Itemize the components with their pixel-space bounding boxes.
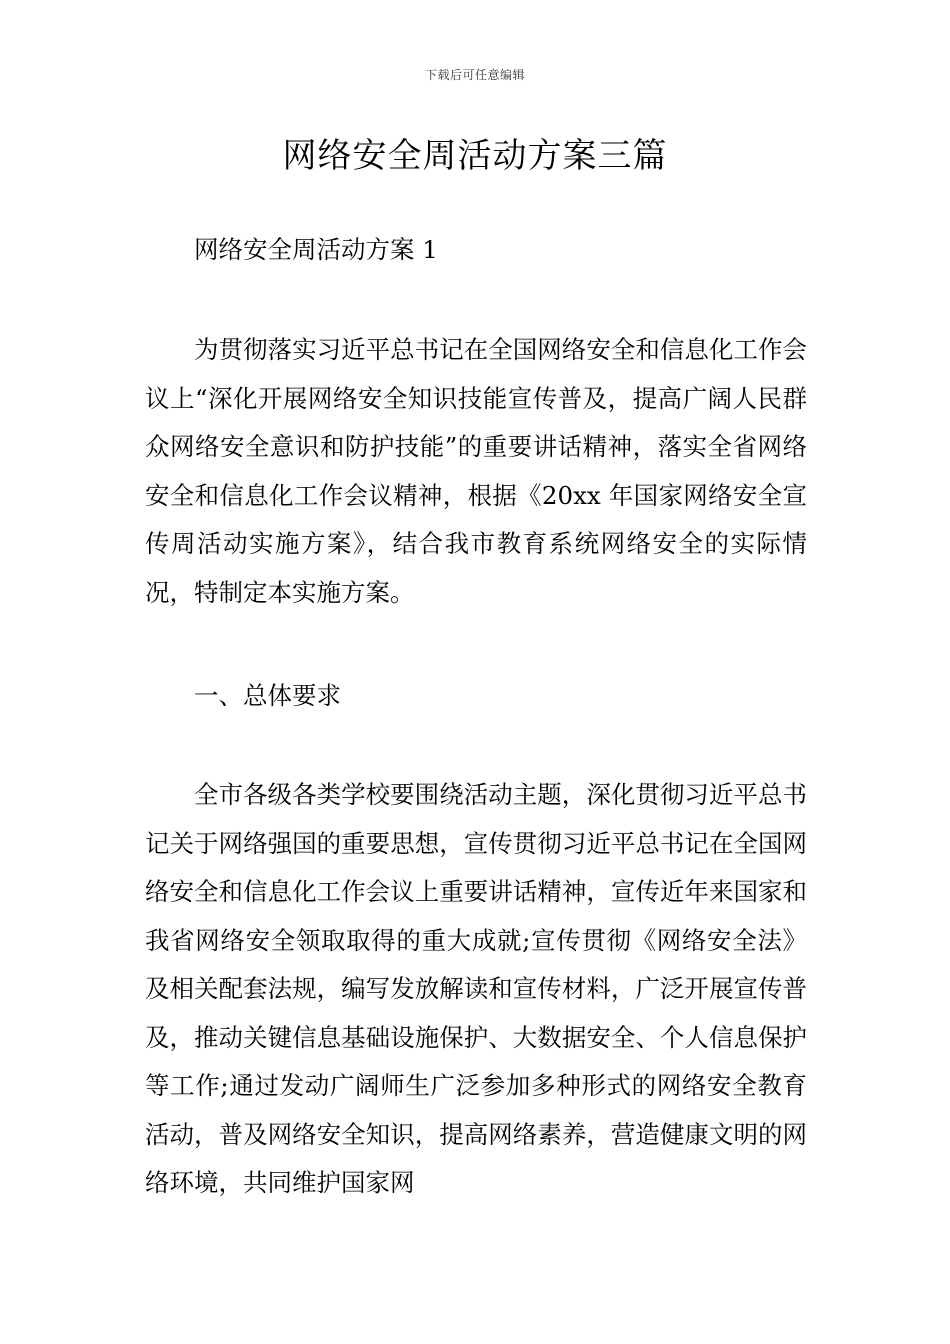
document-title: 网络安全周活动方案三篇 — [282, 136, 668, 176]
section-title: 网络安全周活动方案 1 — [194, 235, 438, 264]
header-note: 下载后可任意编辑 — [424, 68, 525, 82]
paragraph-intro: 为贯彻落实习近平总书记在全国网络安全和信息化工作会议上“深化开展网络安全知识技能宣传普及，提高广阔人民群众网络安全意识和防护技能”的重要讲话精神，落实全省网络安全和信息化工作会议精神，根据《20xx 年国家网络安全宣传周活动实施方案》，结合我市教育系统网络安全的实际情况，特制定本实施方案。 — [145, 335, 807, 607]
paragraph-general-requirements: 全市各级各类学校要围绕活动主题，深化贯彻习近平总书记关于网络强国的重要思想，宣传贯彻习近平总书记在全国网络安全和信息化工作会议上重要讲话精神，宣传近年来国家和我省网络安全领取取得的重大成就;宣传贯彻《网络安全法》及相关配套法规，编写发放解读和宣传材料，广泛开展宣传普及，推动关键信息基础设施保护、大数据安全、个人信息保护等工作;通过发动广阔师生广泛参加多种形式的网络安全教育活动，普及网络安全知识，提高网络素养，营造健康文明的网络环境，共同维护国家网 — [145, 780, 807, 1197]
heading-general-requirements: 一、总体要求 — [194, 681, 341, 710]
